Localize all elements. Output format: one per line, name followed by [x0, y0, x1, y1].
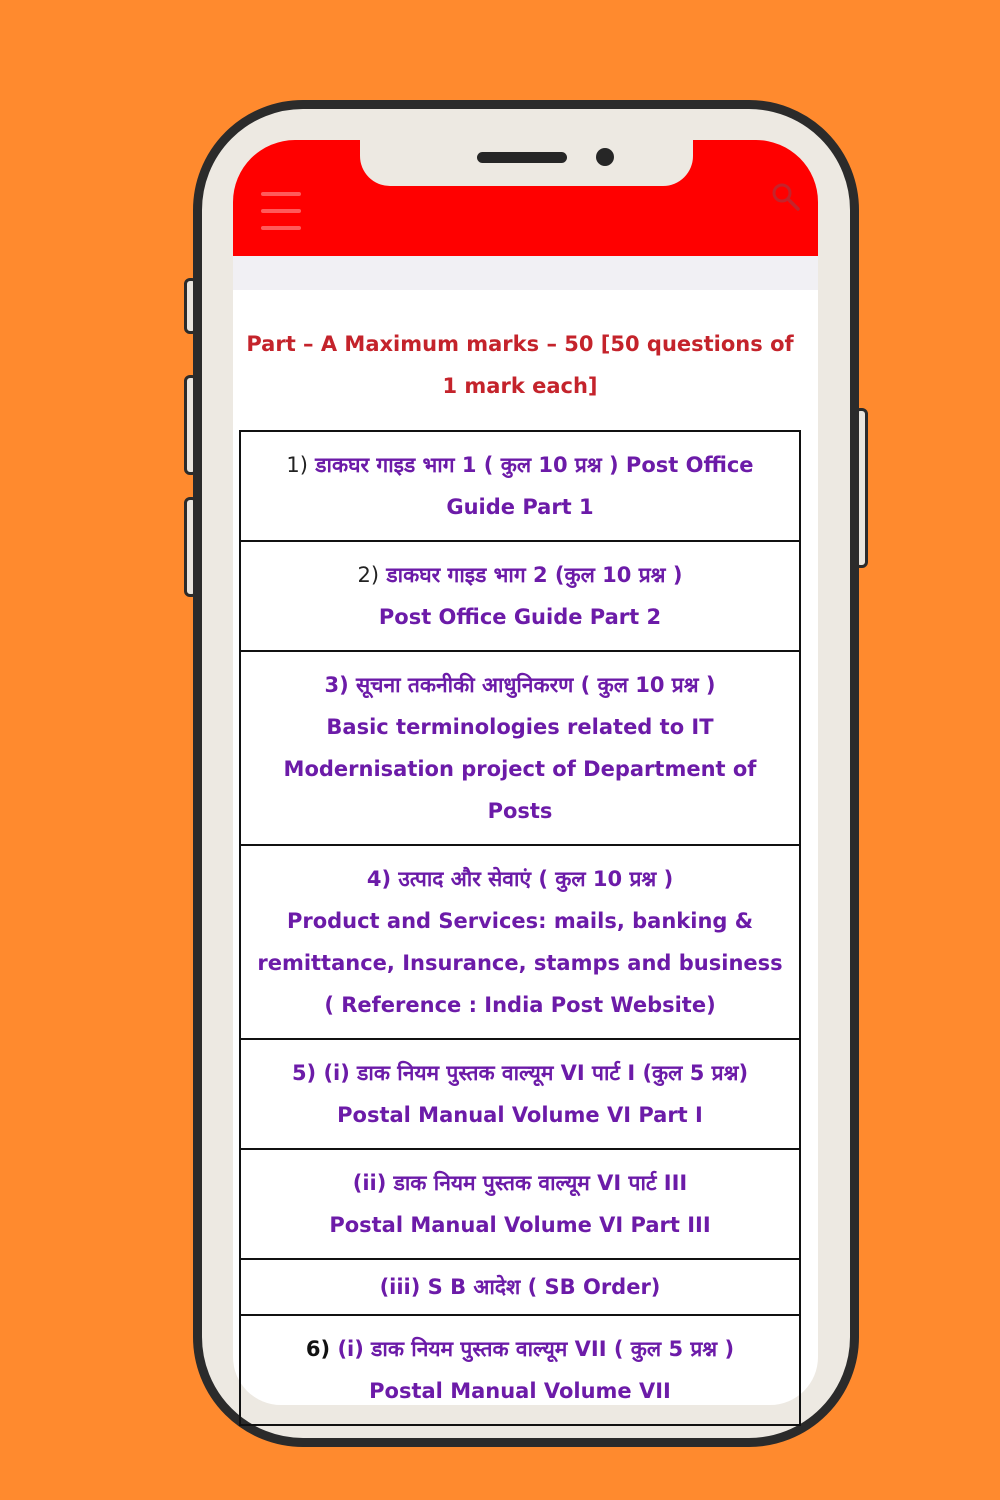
topic-title-hindi: डाकघर गाइड भाग 2 (कुल 10 प्रश्न ) — [386, 563, 683, 587]
topic-title-hindi: (ii) डाक नियम पुस्तक वाल्यूम VI पार्ट III — [352, 1171, 688, 1195]
phone-notch — [360, 140, 693, 186]
exam-part-heading: Part – A Maximum marks – 50 [50 questions of 1 mark each] — [246, 332, 794, 398]
topic-title-english: Postal Manual Volume VI Part III — [329, 1213, 711, 1237]
table-row — [240, 431, 800, 541]
phone-camera — [596, 148, 614, 166]
syllabus-cell[interactable] — [240, 845, 800, 1039]
topic-title-hindi: 4) उत्पाद और सेवाएं ( कुल 10 प्रश्न ) — [366, 867, 674, 891]
sub-header-bar — [233, 256, 818, 290]
syllabus-cell[interactable] — [240, 1149, 800, 1259]
topic-title-english: Postal Manual Volume VII — [369, 1379, 671, 1403]
table-row — [240, 845, 800, 1039]
topic-title-hindi: 5) (i) डाक नियम पुस्तक वाल्यूम VI पार्ट I (कुल 5 प्रश्न) — [291, 1061, 749, 1085]
syllabus-cell[interactable] — [240, 1259, 800, 1315]
topic-title: (iii) S B आदेश ( SB Order) — [379, 1275, 661, 1299]
syllabus-cell[interactable] — [240, 651, 800, 845]
table-row — [240, 1315, 800, 1425]
table-row — [240, 1149, 800, 1259]
table-row — [240, 541, 800, 651]
syllabus-cell[interactable] — [240, 541, 800, 651]
topic-title-hindi: 3) सूचना तकनीकी आधुनिकरण ( कुल 10 प्रश्न ) — [324, 673, 716, 697]
topic-number: 6) — [305, 1337, 331, 1361]
topic-title-hindi: (i) डाक नियम पुस्तक वाल्यूम VII ( कुल 5 प्रश्न ) — [337, 1337, 735, 1361]
topic-title-english: Product and Services: mails, banking & remittance, Insurance, stamps and business ( Reference : India Post Website) — [257, 909, 783, 1017]
table-row — [240, 1039, 800, 1149]
table-row — [240, 1259, 800, 1315]
search-icon[interactable] — [771, 182, 801, 212]
topic-title: डाकघर गाइड भाग 1 ( कुल 10 प्रश्न ) Post Office Guide Part 1 — [315, 453, 754, 519]
topic-number: 1) — [286, 453, 308, 477]
table-row — [240, 651, 800, 845]
phone-speaker — [477, 152, 567, 163]
syllabus-cell[interactable] — [240, 1315, 800, 1425]
topic-number: 2) — [357, 563, 380, 587]
topic-title-english: Postal Manual Volume VI Part I — [337, 1103, 703, 1127]
syllabus-cell[interactable] — [240, 431, 800, 541]
syllabus-table — [239, 430, 801, 1426]
hamburger-menu-icon[interactable] — [261, 192, 301, 230]
topic-title-english: Basic terminologies related to IT Modernisation project of Department of Posts — [283, 715, 757, 823]
topic-title-english: Post Office Guide Part 2 — [378, 605, 662, 629]
syllabus-cell[interactable] — [240, 1039, 800, 1149]
